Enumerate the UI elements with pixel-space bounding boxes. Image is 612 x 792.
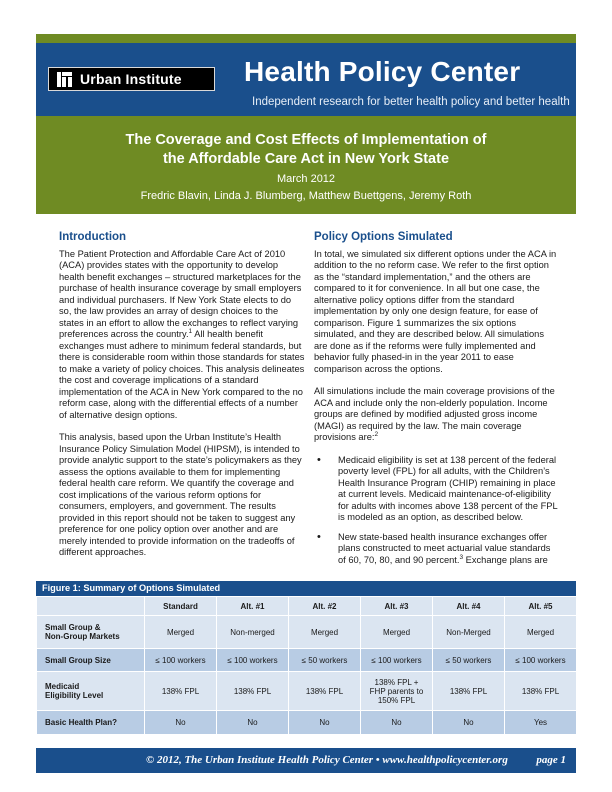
intro-heading: Introduction xyxy=(59,231,127,243)
logo-mark-icon xyxy=(57,72,72,87)
row-label: Basic Health Plan? xyxy=(37,711,145,735)
table-cell: ≤ 100 workers xyxy=(361,649,433,672)
table-header-cell: Alt. #5 xyxy=(505,597,577,616)
report-date: March 2012 xyxy=(276,173,336,185)
center-title: Health Policy Center xyxy=(244,56,521,87)
footnote-3: 3 xyxy=(459,553,464,561)
table-cell: ≤ 50 workers xyxy=(289,649,361,672)
table-cell: Merged xyxy=(145,616,217,649)
policy-paragraph-1: In total, we simulated six different options under the ACA in addition to the no reform case. We refer to the first option as the “standard implementation,” and the others are compared to it for convenience. In all but one case, the alternative policy options differ from the standard implementation by only one design feature, for ease of comparison. Figure 1 summarizes the six options simulated, and they are described below. All simulations are done as if the reforms were fully implemented and behavior fully phased-in in the year 2011 to ease comparison across the options. xyxy=(314,248,557,374)
table-cell: No xyxy=(433,711,505,735)
urban-institute-logo xyxy=(48,67,215,91)
table-cell: No xyxy=(289,711,361,735)
options-table xyxy=(36,596,577,735)
table-cell: No xyxy=(217,711,289,735)
table-cell: 138% FPL xyxy=(433,672,505,711)
row-label: Medicaid Eligibility Level xyxy=(37,672,145,711)
policy-paragraph-2: All simulations include the main coverage provisions of the ACA and include only the non-elderly population. Income groups are defined by modified adjusted gross income (MAGI) as required by the law. The main coverage provisions are:$^2$ xyxy=(314,386,555,442)
row-label: Small Group Size xyxy=(37,649,145,672)
table-cell: 138% FPL xyxy=(217,672,289,711)
policy-column xyxy=(314,232,558,574)
figure-1 xyxy=(36,581,576,735)
list-item: • Medicaid eligibility is set at 138 percent of the federal poverty level (FPL) for all adults, with the Children’s Health Insurance Program (CHIP) remaining in place at current levels. Medicaid maintenance-of-eligibility for adults with incomes above 138 percent of the FPL is modeled as an option, as described below. xyxy=(314,455,558,524)
report-title-line-2: the Affordable Care Act in New York State xyxy=(162,151,450,167)
list-item: • New state-based health insurance exchanges offer plans constructed to meet actuarial value standards of 60, 70, 80, and 90 percent.$^3$ Exchange plans are xyxy=(314,532,558,567)
table-row xyxy=(37,649,577,672)
center-tagline: Independent research for better health policy and better health xyxy=(252,96,570,108)
coverage-provisions-list xyxy=(314,455,558,567)
table-cell: Non-Merged xyxy=(433,616,505,649)
table-cell: No xyxy=(361,711,433,735)
report-title-line-1: The Coverage and Cost Effects of Implementation of xyxy=(125,132,487,148)
header-banner xyxy=(36,43,576,116)
table-cell: Non-merged xyxy=(217,616,289,649)
report-authors: Fredric Blavin, Linda J. Blumberg, Matthew Buettgens, Jeremy Roth xyxy=(140,190,472,202)
top-accent-bar xyxy=(36,34,576,43)
figure-title: Figure 1: Summary of Options Simulated xyxy=(36,581,576,596)
table-header-cell: Standard xyxy=(145,597,217,616)
table-header-cell: Alt. #4 xyxy=(433,597,505,616)
table-cell: 138% FPL xyxy=(505,672,577,711)
table-cell: No xyxy=(145,711,217,735)
table-cell: ≤ 50 workers xyxy=(433,649,505,672)
table-row xyxy=(37,616,577,649)
footnote-1: 1 xyxy=(188,327,193,335)
table-cell: Yes xyxy=(505,711,577,735)
intro-paragraph-1: The Patient Protection and Affordable Care Act of 2010 (ACA) provides states with the opportunity to develop health benefit exchanges – structured marketplaces for the purchase of health insurance coverage by small employers and individual purchasers. If New York State elects to do so, the law provides an array of design choices to the states in an effort to allow the exchanges to reflect varying preferences across the country.$^1$ All health benefit exchanges must adhere to minimum federal standards, but there is considerable room within those standards for states to make a variety of policy choices. This analysis delineates the cost and coverage implications of a standard implementation of the ACA in New York compared to the no reform case, along with the differential effects of a number of alternative design options. xyxy=(59,248,305,420)
policy-heading: Policy Options Simulated xyxy=(314,231,453,243)
logo-text: Urban Institute xyxy=(80,71,182,87)
footnote-2: 2 xyxy=(374,430,379,438)
table-row xyxy=(37,711,577,735)
table-row xyxy=(37,672,577,711)
table-cell: Merged xyxy=(289,616,361,649)
table-header-cell: Alt. #1 xyxy=(217,597,289,616)
table-cell: ≤ 100 workers xyxy=(145,649,217,672)
footer-text: © 2012, The Urban Institute Health Policy Center • www.healthpolicycenter.org xyxy=(146,754,508,766)
table-cell: 138% FPL + FHP parents to 150% FPL xyxy=(361,672,433,711)
table-cell: Merged xyxy=(361,616,433,649)
table-header-cell: Alt. #3 xyxy=(361,597,433,616)
table-cell: Merged xyxy=(505,616,577,649)
table-cell: 138% FPL xyxy=(289,672,361,711)
page-number: page 1 xyxy=(536,754,566,766)
title-block xyxy=(36,116,576,214)
footer-bar xyxy=(36,748,576,773)
table-header-cell xyxy=(37,597,145,616)
table-cell: ≤ 100 workers xyxy=(217,649,289,672)
intro-paragraph-2: This analysis, based upon the Urban Institute’s Health Insurance Policy Simulation Model (HIPSM), is intended to provide analytic support to the state’s policymakers as they assess the options available to them for implementing federal health care reform. We quantify the coverage and cost implications of the various reform options for consumers, employers, and government. The results provided in this report should not be taken to suggest any preference for one policy option over another and are merely intended to provide information on the tradeoffs of different approaches. xyxy=(59,432,302,557)
table-header-row xyxy=(37,597,577,616)
row-label: Small Group & Non-Group Markets xyxy=(37,616,145,649)
intro-column xyxy=(59,232,305,570)
table-cell: 138% FPL xyxy=(145,672,217,711)
table-header-cell: Alt. #2 xyxy=(289,597,361,616)
table-cell: ≤ 100 workers xyxy=(505,649,577,672)
